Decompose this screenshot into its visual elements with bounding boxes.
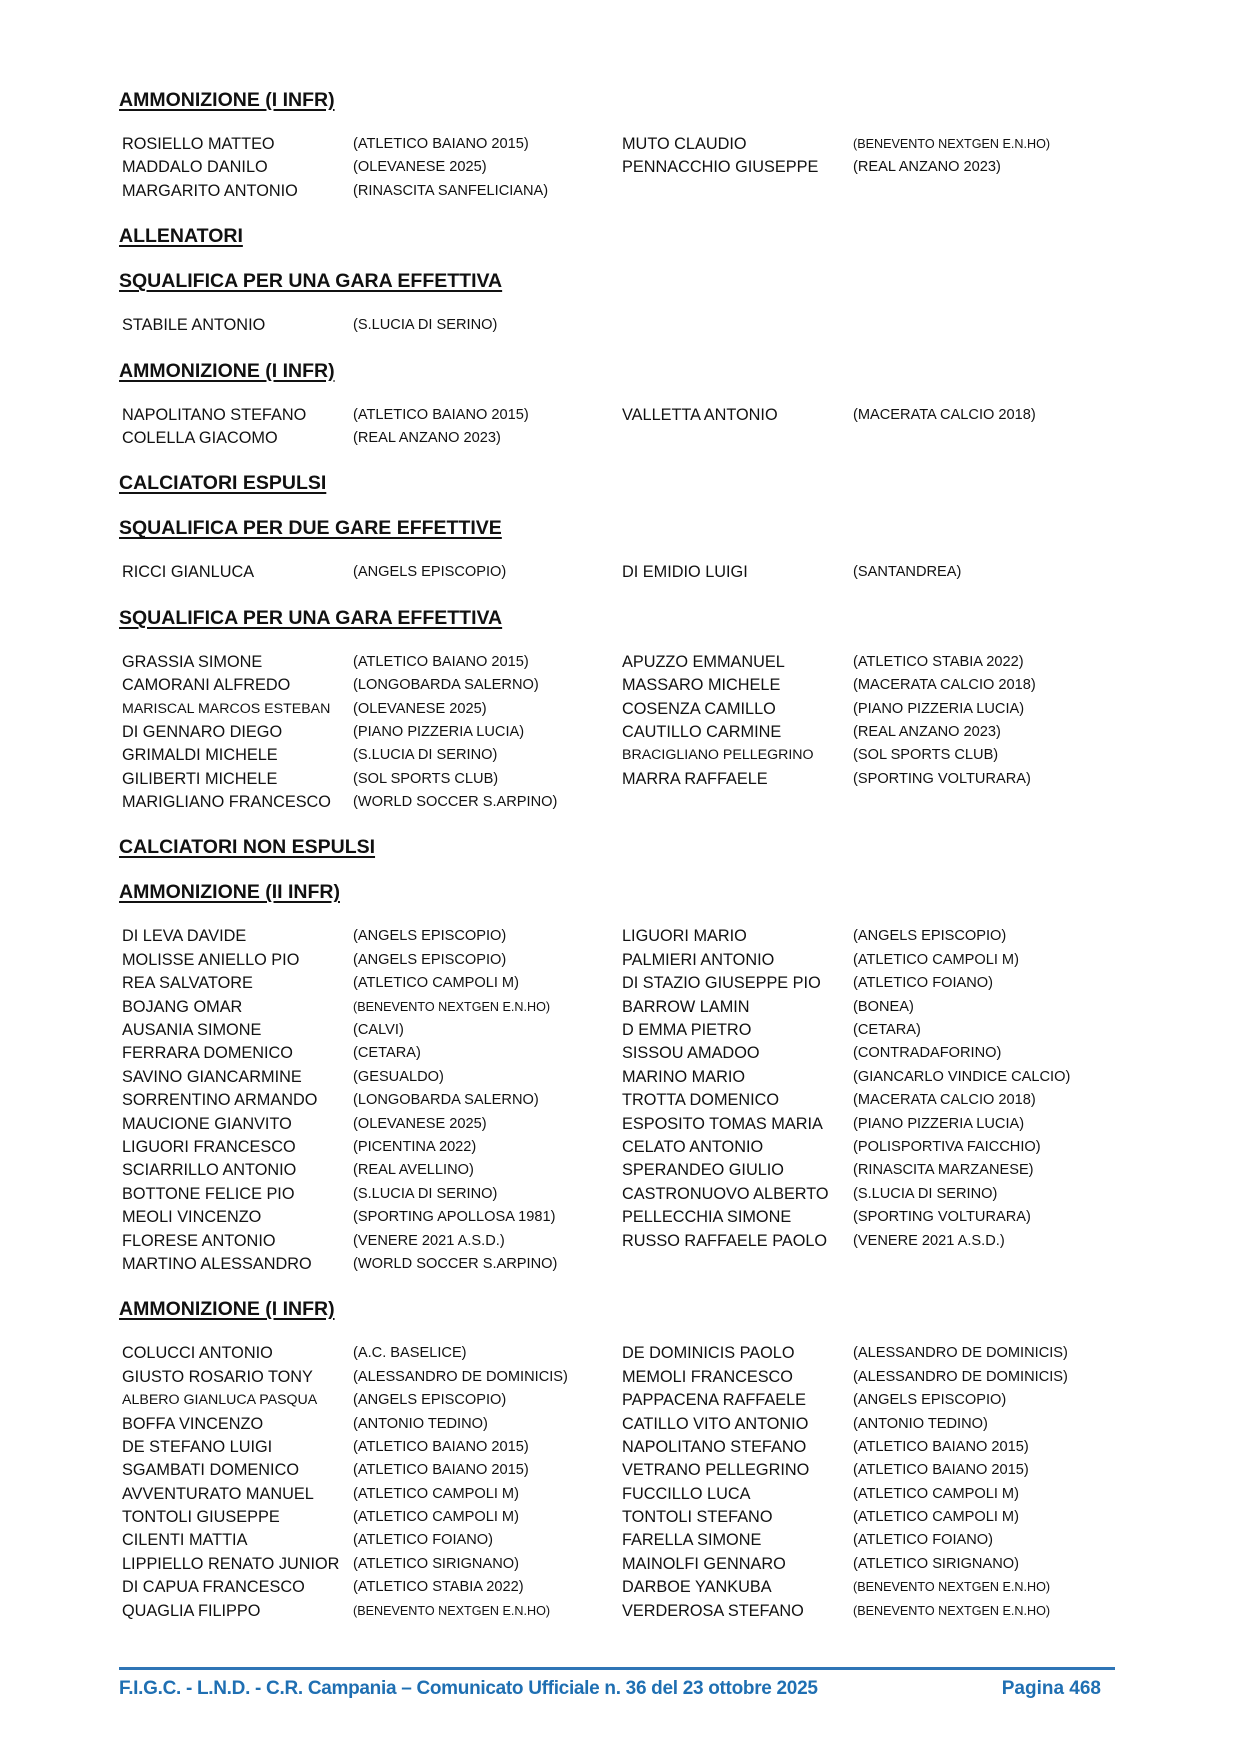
sanction-list — [119, 133, 1119, 203]
team-name: (ATLETICO SIRIGNANO) — [353, 1555, 519, 1572]
list-item — [619, 1529, 1119, 1552]
team-name: (RINASCITA SANFELICIANA) — [353, 182, 549, 199]
list-item — [619, 1436, 1119, 1459]
person-name: DI GENNARO DIEGO — [122, 722, 283, 741]
spacer — [119, 495, 1119, 516]
team-name: (S.LUCIA DI SERINO) — [353, 747, 498, 764]
list-item — [619, 1600, 1119, 1623]
person-name: MOLISSE ANIELLO PIO — [122, 950, 300, 969]
list-column-left — [119, 561, 619, 584]
team-name: (ATLETICO STABIA 2022) — [853, 653, 1024, 670]
person-name: MARTINO ALESSANDRO — [122, 1254, 312, 1273]
list-item — [619, 1206, 1119, 1229]
list-item — [619, 1159, 1119, 1182]
list-item — [119, 1089, 619, 1112]
list-item — [619, 698, 1119, 721]
team-name: (PIANO PIZZERIA LUCIA) — [353, 723, 525, 740]
person-name: MEMOLI FRANCESCO — [622, 1367, 793, 1386]
person-name: ALBERO GIANLUCA PASQUA — [122, 1392, 318, 1409]
team-name: (SPORTING VOLTURARA) — [853, 770, 1031, 787]
person-name: DE DOMINICIS PAOLO — [622, 1344, 795, 1363]
person-name: PALMIERI ANTONIO — [622, 950, 775, 969]
list-item — [119, 1206, 619, 1229]
section-heading: ALLENATORI — [119, 225, 243, 248]
team-name: (LONGOBARDA SALERNO) — [353, 1092, 539, 1109]
person-name: GRASSIA SIMONE — [122, 652, 263, 671]
list-column-right — [619, 925, 1119, 1276]
team-name: (BENEVENTO NEXTGEN E.N.HO) — [353, 1603, 551, 1618]
list-item — [619, 925, 1119, 948]
person-name: DI STAZIO GIUSEPPE PIO — [622, 974, 821, 993]
list-item — [619, 1413, 1119, 1436]
list-item — [619, 1459, 1119, 1482]
list-item — [119, 1459, 619, 1482]
team-name: (REAL ANZANO 2023) — [853, 159, 1001, 176]
team-name: (SPORTING VOLTURARA) — [853, 1209, 1031, 1226]
list-column-right — [619, 133, 1119, 203]
list-item — [619, 1483, 1119, 1506]
person-name: CILENTI MATTIA — [122, 1531, 248, 1550]
team-name: (ATLETICO BAIANO 2015) — [353, 406, 529, 423]
person-name: MASSARO MICHELE — [622, 676, 781, 695]
person-name: BOTTONE FELICE PIO — [122, 1184, 295, 1203]
list-item — [119, 698, 619, 721]
list-item — [619, 1366, 1119, 1389]
team-name: (GESUALDO) — [353, 1068, 444, 1085]
person-name: MADDALO DANILO — [122, 158, 268, 177]
list-item — [619, 744, 1119, 767]
person-name: NAPOLITANO STEFANO — [622, 1437, 807, 1456]
team-name: (ATLETICO CAMPOLI M) — [353, 975, 519, 992]
person-name: MARRA RAFFAELE — [622, 769, 768, 788]
person-name: TONTOLI STEFANO — [622, 1508, 773, 1527]
team-name: (ATLETICO FOIANO) — [353, 1532, 493, 1549]
list-item — [119, 925, 619, 948]
team-name: (ATLETICO BAIANO 2015) — [353, 136, 529, 152]
list-item — [619, 1113, 1119, 1136]
list-item — [119, 1183, 619, 1206]
spacer — [119, 585, 1119, 606]
list-column-left — [119, 1342, 619, 1623]
person-name: FUCCILLO LUCA — [622, 1484, 751, 1503]
list-item — [619, 1576, 1119, 1599]
spacer — [119, 293, 1119, 314]
list-item — [119, 427, 619, 450]
person-name: BARROW LAMIN — [622, 997, 750, 1016]
list-column-right — [619, 651, 1119, 815]
list-column-left — [119, 404, 619, 451]
person-name: LIPPIELLO RENATO JUNIOR — [122, 1554, 340, 1573]
team-name: (WORLD SOCCER S.ARPINO) — [353, 1255, 558, 1272]
list-item — [619, 1042, 1119, 1065]
person-name: QUAGLIA FILIPPO — [122, 1601, 261, 1620]
list-item — [119, 156, 619, 179]
person-name: DARBOE YANKUBA — [622, 1578, 772, 1597]
person-name: MARISCAL MARCOS ESTEBAN — [122, 700, 331, 717]
list-item — [119, 949, 619, 972]
team-name: (ATLETICO CAMPOLI M) — [853, 1509, 1019, 1526]
list-item — [119, 1159, 619, 1182]
list-item — [119, 1413, 619, 1436]
team-name: (BENEVENTO NEXTGEN E.N.HO) — [853, 1580, 1051, 1595]
team-name: (ATLETICO BAIANO 2015) — [853, 1438, 1029, 1455]
person-name: SGAMBATI DOMENICO — [122, 1461, 299, 1480]
team-name: (ATLETICO CAMPOLI M) — [353, 1509, 519, 1526]
list-item — [619, 561, 1119, 584]
person-name: MAUCIONE GIANVITO — [122, 1114, 292, 1133]
person-name: AVVENTURATO MANUEL — [122, 1484, 314, 1503]
person-name: GRIMALDI MICHELE — [122, 746, 278, 765]
team-name: (WORLD SOCCER S.ARPINO) — [353, 794, 558, 811]
team-name: (PIANO PIZZERIA LUCIA) — [853, 1115, 1025, 1132]
spacer — [119, 1321, 1119, 1342]
list-column-right — [619, 314, 1119, 337]
team-name: (ATLETICO STABIA 2022) — [353, 1579, 524, 1596]
team-name: (ANTONIO TEDINO) — [853, 1415, 988, 1432]
sanction-list — [119, 404, 1119, 451]
list-item — [119, 180, 619, 203]
list-column-left — [119, 133, 619, 203]
list-item — [119, 1529, 619, 1552]
team-name: (ALESSANDRO DE DOMINICIS) — [353, 1368, 568, 1385]
section-heading: CALCIATORI NON ESPULSI — [119, 836, 376, 859]
list-item — [119, 1253, 619, 1276]
person-name: PAPPACENA RAFFAELE — [622, 1391, 806, 1410]
document-content — [119, 88, 1119, 1644]
list-item — [619, 1389, 1119, 1412]
list-item — [619, 1342, 1119, 1365]
list-item — [619, 721, 1119, 744]
list-item — [119, 561, 619, 584]
team-name: (ATLETICO BAIANO 2015) — [353, 1462, 529, 1479]
team-name: (ATLETICO CAMPOLI M) — [853, 951, 1019, 968]
list-item — [619, 404, 1119, 427]
team-name: (SPORTING APOLLOSA 1981) — [353, 1209, 556, 1226]
sanction-list — [119, 651, 1119, 815]
team-name: (MACERATA CALCIO 2018) — [853, 406, 1036, 423]
list-item — [119, 1066, 619, 1089]
person-name: SAVINO GIANCARMINE — [122, 1067, 302, 1086]
spacer — [119, 338, 1119, 359]
team-name: (VENERE 2021 A.S.D.) — [353, 1232, 505, 1249]
list-item — [619, 1230, 1119, 1253]
team-name: (REAL AVELLINO) — [353, 1162, 474, 1179]
team-name: (BENEVENTO NEXTGEN E.N.HO) — [353, 999, 551, 1014]
section-heading: SQUALIFICA PER UNA GARA EFFETTIVA — [119, 606, 503, 629]
person-name: CATILLO VITO ANTONIO — [622, 1414, 809, 1433]
person-name: MARIGLIANO FRANCESCO — [122, 793, 331, 812]
section-heading: AMMONIZIONE (I INFR) — [119, 359, 335, 382]
list-column-left — [119, 651, 619, 815]
list-item — [619, 133, 1119, 156]
list-item — [619, 996, 1119, 1019]
list-item — [619, 1506, 1119, 1529]
spacer — [119, 450, 1119, 471]
team-name: (GIANCARLO VINDICE CALCIO) — [853, 1068, 1071, 1085]
list-item — [619, 1089, 1119, 1112]
spacer — [119, 383, 1119, 404]
list-item — [119, 1019, 619, 1042]
person-name: MUTO CLAUDIO — [622, 135, 747, 153]
team-name: (S.LUCIA DI SERINO) — [353, 317, 498, 334]
list-item — [119, 133, 619, 156]
person-name: MARINO MARIO — [622, 1067, 746, 1086]
person-name: FLORESE ANTONIO — [122, 1231, 276, 1250]
person-name: COSENZA CAMILLO — [622, 699, 776, 718]
person-name: VALLETTA ANTONIO — [622, 405, 778, 424]
team-name: (ANGELS EPISCOPIO) — [853, 1392, 1007, 1409]
person-name: CAMORANI ALFREDO — [122, 676, 291, 695]
list-item — [119, 1042, 619, 1065]
person-name: NAPOLITANO STEFANO — [122, 405, 307, 424]
team-name: (BONEA) — [853, 998, 914, 1015]
team-name: (ATLETICO CAMPOLI M) — [853, 1485, 1019, 1502]
team-name: (VENERE 2021 A.S.D.) — [853, 1232, 1005, 1249]
person-name: LIGUORI FRANCESCO — [122, 1137, 296, 1156]
team-name: (CETARA) — [853, 1022, 921, 1039]
list-column-left — [119, 925, 619, 1276]
person-name: DI CAPUA FRANCESCO — [122, 1578, 305, 1597]
list-item — [119, 791, 619, 814]
team-name: (MACERATA CALCIO 2018) — [853, 677, 1036, 694]
list-item — [119, 768, 619, 791]
list-item — [119, 744, 619, 767]
page-footer — [119, 1678, 1115, 1700]
person-name: DI EMIDIO LUIGI — [622, 563, 748, 582]
list-item — [119, 1483, 619, 1506]
footer-page-number: Pagina 468 — [1001, 1678, 1101, 1699]
list-item — [119, 721, 619, 744]
person-name: BRACIGLIANO PELLEGRINO — [622, 747, 814, 764]
person-name: PELLECCHIA SIMONE — [622, 1208, 792, 1227]
person-name: DE STEFANO LUIGI — [122, 1437, 273, 1456]
person-name: VETRANO PELLEGRINO — [622, 1461, 810, 1480]
section-heading: CALCIATORI ESPULSI — [119, 472, 327, 495]
person-name: FERRARA DOMENICO — [122, 1044, 293, 1063]
list-item — [119, 651, 619, 674]
team-name: (OLEVANESE 2025) — [353, 1115, 487, 1132]
list-item — [119, 674, 619, 697]
section-heading: SQUALIFICA PER DUE GARE EFFETTIVE — [119, 517, 502, 540]
person-name: COLUCCI ANTONIO — [122, 1344, 273, 1363]
list-item — [619, 949, 1119, 972]
team-name: (OLEVANESE 2025) — [353, 700, 487, 717]
list-item — [119, 314, 619, 337]
list-item — [119, 972, 619, 995]
list-item — [619, 651, 1119, 674]
list-item — [619, 1183, 1119, 1206]
team-name: (PIANO PIZZERIA LUCIA) — [853, 700, 1025, 717]
list-item — [619, 1066, 1119, 1089]
sanction-list — [119, 561, 1119, 584]
list-item — [119, 1553, 619, 1576]
spacer — [119, 248, 1119, 269]
team-name: (S.LUCIA DI SERINO) — [853, 1185, 998, 1202]
list-column-right — [619, 404, 1119, 451]
list-column-right — [619, 561, 1119, 584]
person-name: COLELLA GIACOMO — [122, 428, 278, 447]
list-item — [119, 996, 619, 1019]
person-name: MAINOLFI GENNARO — [622, 1554, 786, 1573]
list-item — [619, 674, 1119, 697]
person-name: MEOLI VINCENZO — [122, 1208, 262, 1227]
team-name: (ANGELS EPISCOPIO) — [353, 928, 507, 945]
section-heading: SQUALIFICA PER UNA GARA EFFETTIVA — [119, 270, 503, 293]
list-column-right — [619, 1342, 1119, 1623]
team-name: (CETARA) — [353, 1045, 421, 1062]
team-name: (ATLETICO BAIANO 2015) — [353, 1438, 529, 1455]
list-item — [619, 1553, 1119, 1576]
sanction-list — [119, 1342, 1119, 1623]
spacer — [119, 1276, 1119, 1297]
list-item — [119, 404, 619, 427]
person-name: FARELLA SIMONE — [622, 1531, 762, 1550]
person-name: GILIBERTI MICHELE — [122, 769, 278, 788]
team-name: (ALESSANDRO DE DOMINICIS) — [853, 1368, 1068, 1385]
person-name: D EMMA PIETRO — [622, 1021, 752, 1040]
team-name: (ATLETICO FOIANO) — [853, 1532, 993, 1549]
person-name: APUZZO EMMANUEL — [622, 652, 785, 671]
person-name: RUSSO RAFFAELE PAOLO — [622, 1231, 828, 1250]
team-name: (ANTONIO TEDINO) — [353, 1415, 488, 1432]
team-name: (ANGELS EPISCOPIO) — [353, 564, 507, 581]
person-name: CELATO ANTONIO — [622, 1137, 764, 1156]
person-name: CASTRONUOVO ALBERTO — [622, 1184, 829, 1203]
person-name: LIGUORI MARIO — [622, 927, 747, 946]
team-name: (BENEVENTO NEXTGEN E.N.HO) — [853, 137, 1051, 151]
team-name: (ATLETICO SIRIGNANO) — [853, 1555, 1019, 1572]
list-item — [619, 156, 1119, 179]
list-item — [119, 1436, 619, 1459]
team-name: (LONGOBARDA SALERNO) — [353, 677, 539, 694]
spacer — [119, 859, 1119, 880]
spacer — [119, 630, 1119, 651]
person-name: VERDEROSA STEFANO — [622, 1601, 804, 1620]
section-heading: AMMONIZIONE (I INFR) — [119, 1298, 335, 1321]
person-name: GIUSTO ROSARIO TONY — [122, 1367, 313, 1386]
list-item — [619, 1136, 1119, 1159]
person-name: ROSIELLO MATTEO — [122, 135, 275, 153]
sanction-list — [119, 314, 1119, 337]
team-name: (ANGELS EPISCOPIO) — [353, 1392, 507, 1409]
team-name: (ANGELS EPISCOPIO) — [853, 928, 1007, 945]
team-name: (POLISPORTIVA FAICCHIO) — [853, 1138, 1041, 1155]
team-name: (OLEVANESE 2025) — [353, 159, 487, 176]
person-name: BOFFA VINCENZO — [122, 1414, 264, 1433]
list-item — [119, 1342, 619, 1365]
list-item — [119, 1600, 619, 1623]
list-item — [619, 768, 1119, 791]
footer-publication: F.I.G.C. - L.N.D. - C.R. Campania – Comunicato Ufficiale n. 36 del 23 ottobre 2025 — [119, 1678, 818, 1699]
list-item — [119, 1506, 619, 1529]
team-name: (CALVI) — [353, 1022, 404, 1039]
person-name: TROTTA DOMENICO — [622, 1091, 780, 1110]
team-name: (ATLETICO FOIANO) — [853, 975, 993, 992]
spacer — [119, 904, 1119, 925]
person-name: MARGARITO ANTONIO — [122, 181, 298, 200]
list-item — [619, 972, 1119, 995]
sanction-list — [119, 925, 1119, 1276]
person-name: SPERANDEO GIULIO — [622, 1161, 784, 1180]
list-item — [119, 1136, 619, 1159]
list-column-left — [119, 314, 619, 337]
footer-divider — [119, 1667, 1115, 1670]
spacer — [119, 203, 1119, 224]
list-item — [119, 1366, 619, 1389]
team-name: (REAL ANZANO 2023) — [353, 429, 501, 446]
team-name: (PICENTINA 2022) — [353, 1138, 477, 1155]
section-heading: AMMONIZIONE (II INFR) — [119, 881, 340, 904]
team-name: (A.C. BASELICE) — [353, 1345, 467, 1362]
person-name: SCIARRILLO ANTONIO — [122, 1161, 297, 1180]
team-name: (ATLETICO BAIANO 2015) — [353, 653, 529, 670]
team-name: (S.LUCIA DI SERINO) — [353, 1185, 498, 1202]
team-name: (RINASCITA MARZANESE) — [853, 1162, 1034, 1179]
spacer — [119, 1623, 1119, 1644]
person-name: DI LEVA DAVIDE — [122, 927, 247, 946]
person-name: PENNACCHIO GIUSEPPE — [622, 158, 819, 177]
person-name: CAUTILLO CARMINE — [622, 722, 782, 741]
team-name: (SANTANDREA) — [853, 564, 962, 581]
team-name: (ALESSANDRO DE DOMINICIS) — [853, 1345, 1068, 1362]
person-name: AUSANIA SIMONE — [122, 1021, 262, 1040]
team-name: (MACERATA CALCIO 2018) — [853, 1092, 1036, 1109]
list-item — [119, 1389, 619, 1412]
person-name: RICCI GIANLUCA — [122, 563, 255, 582]
team-name: (SOL SPORTS CLUB) — [353, 770, 499, 787]
team-name: (CONTRADAFORINO) — [853, 1045, 1002, 1062]
spacer — [119, 814, 1119, 835]
spacer — [119, 112, 1119, 133]
team-name: (BENEVENTO NEXTGEN E.N.HO) — [853, 1603, 1051, 1618]
list-item — [119, 1113, 619, 1136]
spacer — [119, 540, 1119, 561]
team-name: (ATLETICO BAIANO 2015) — [853, 1462, 1029, 1479]
person-name: BOJANG OMAR — [122, 997, 243, 1016]
team-name: (ATLETICO CAMPOLI M) — [353, 1485, 519, 1502]
person-name: REA SALVATORE — [122, 974, 253, 993]
list-item — [119, 1576, 619, 1599]
person-name: SORRENTINO ARMANDO — [122, 1091, 318, 1110]
person-name: ESPOSITO TOMAS MARIA — [622, 1114, 823, 1133]
list-item — [119, 1230, 619, 1253]
person-name: SISSOU AMADOO — [622, 1044, 760, 1063]
team-name: (REAL ANZANO 2023) — [853, 723, 1001, 740]
list-item — [619, 1019, 1119, 1042]
person-name: STABILE ANTONIO — [122, 316, 266, 335]
team-name: (SOL SPORTS CLUB) — [853, 747, 999, 764]
section-heading: AMMONIZIONE (I INFR) — [119, 89, 335, 111]
person-name: TONTOLI GIUSEPPE — [122, 1508, 280, 1527]
team-name: (ANGELS EPISCOPIO) — [353, 951, 507, 968]
